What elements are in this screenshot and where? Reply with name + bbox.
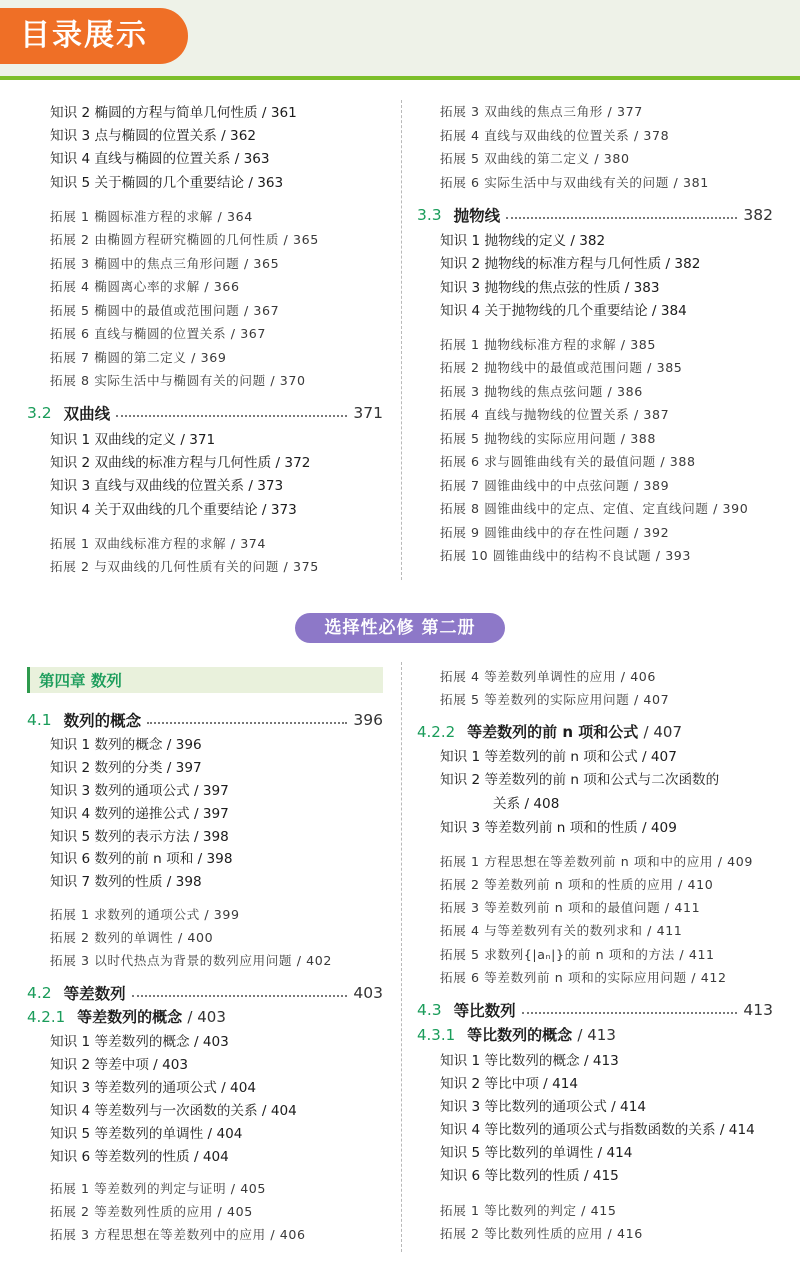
toc-entry[interactable]: 知识 2 椭圆的方程与简单几何性质 / 361 xyxy=(50,105,297,121)
toc-entry[interactable]: 知识 3 点与椭圆的位置关系 / 362 xyxy=(50,128,256,144)
section-page: 396 xyxy=(353,711,383,729)
toc-entry[interactable]: 知识 1 等差数列的概念 / 403 xyxy=(50,1034,229,1050)
toc-entry[interactable]: 知识 3 数列的通项公式 / 397 xyxy=(50,783,229,799)
toc-entry[interactable]: 拓展 5 等差数列的实际应用问题 / 407 xyxy=(440,692,670,707)
toc-entry[interactable]: 知识 1 双曲线的定义 / 371 xyxy=(50,432,216,448)
toc-entry[interactable]: 拓展 5 抛物线的实际应用问题 / 388 xyxy=(440,431,657,446)
subsection-page: / 407 xyxy=(643,723,682,741)
section-number: 3.3 xyxy=(417,206,442,224)
toc-entry[interactable]: 知识 6 等差数列的性质 / 404 xyxy=(50,1149,229,1165)
toc-entry[interactable]: 知识 4 关于双曲线的几个重要结论 / 373 xyxy=(50,502,297,518)
toc-entry[interactable]: 拓展 3 椭圆中的焦点三角形问题 / 365 xyxy=(50,256,280,271)
section-title: 等比数列 xyxy=(453,1002,516,1020)
toc-entry[interactable]: 知识 2 数列的分类 / 397 xyxy=(50,760,202,776)
section-title: 双曲线 xyxy=(63,405,111,423)
toc-entry[interactable]: 知识 3 等比数列的通项公式 / 414 xyxy=(440,1099,646,1115)
toc-entry[interactable]: 知识 2 等差中项 / 403 xyxy=(50,1057,189,1073)
leader-dots xyxy=(522,1012,738,1014)
toc-entry[interactable]: 拓展 1 等差数列的判定与证明 / 405 xyxy=(50,1181,267,1196)
section-page: 382 xyxy=(743,206,773,224)
toc-entry[interactable]: 拓展 2 等差数列性质的应用 / 405 xyxy=(50,1204,253,1219)
toc-entry[interactable]: 拓展 3 以时代热点为背景的数列应用问题 / 402 xyxy=(50,953,332,968)
section-number: 4.3 xyxy=(417,1001,442,1019)
toc-entry[interactable]: 知识 6 等比数列的性质 / 415 xyxy=(440,1168,619,1184)
toc-entry[interactable]: 知识 4 关于抛物线的几个重要结论 / 384 xyxy=(440,303,687,319)
section-number: 4.1 xyxy=(27,711,52,729)
section-heading-4-3[interactable] xyxy=(417,999,773,1021)
toc-entry[interactable]: 知识 3 抛物线的焦点弦的性质 / 383 xyxy=(440,280,660,296)
section-page: 403 xyxy=(353,984,383,1002)
toc-entry[interactable]: 知识 5 等比数列的单调性 / 414 xyxy=(440,1145,633,1161)
toc-entry[interactable]: 拓展 5 双曲线的第二定义 / 380 xyxy=(440,151,630,166)
toc-entry[interactable]: 知识 5 关于椭圆的几个重要结论 / 363 xyxy=(50,175,284,191)
toc-entry[interactable]: 知识 3 等差数列前 n 项和的性质 / 409 xyxy=(440,820,677,836)
toc-entry[interactable]: 知识 4 直线与椭圆的位置关系 / 363 xyxy=(50,151,270,167)
toc-entry[interactable]: 知识 4 等差数列与一次函数的关系 / 404 xyxy=(50,1103,297,1119)
toc-entry[interactable]: 知识 1 数列的概念 / 396 xyxy=(50,737,202,753)
toc-entry[interactable]: 拓展 4 与等差数列有关的数列求和 / 411 xyxy=(440,923,683,938)
toc-entry[interactable]: 拓展 8 圆锥曲线中的定点、定值、定直线问题 / 390 xyxy=(440,501,749,516)
toc-entry[interactable]: 拓展 4 直线与抛物线的位置关系 / 387 xyxy=(440,407,670,422)
toc-entry[interactable]: 知识 1 等差数列的前 n 项和公式 / 407 xyxy=(440,749,677,765)
toc-entry[interactable]: 知识 5 等差数列的单调性 / 404 xyxy=(50,1126,243,1142)
toc-entry[interactable]: 拓展 6 求与圆锥曲线有关的最值问题 / 388 xyxy=(440,454,696,469)
subsection-number: 4.2.1 xyxy=(27,1008,66,1026)
subsection-title: 等差数列的前 n 项和公式 xyxy=(467,723,639,741)
toc-entry[interactable]: 拓展 3 抛物线的焦点弦问题 / 386 xyxy=(440,384,643,399)
subsection-page: / 403 xyxy=(187,1008,226,1026)
section-number: 3.2 xyxy=(27,404,52,422)
toc-entry[interactable]: 拓展 1 等比数列的判定 / 415 xyxy=(440,1203,617,1218)
toc-entry[interactable]: 知识 2 等比中项 / 414 xyxy=(440,1076,579,1092)
toc-entry[interactable]: 知识 2 等差数列的前 n 项和公式与二次函数的 xyxy=(440,772,720,788)
toc-entry[interactable]: 拓展 6 直线与椭圆的位置关系 / 367 xyxy=(50,326,267,341)
section-page: 413 xyxy=(743,1001,773,1019)
chapter-title: 第四章 数列 xyxy=(39,672,122,690)
toc-entry[interactable]: 拓展 2 等比数列性质的应用 / 416 xyxy=(440,1226,643,1241)
toc-entry[interactable]: 拓展 2 数列的单调性 / 400 xyxy=(50,930,214,945)
toc-entry[interactable]: 知识 3 直线与双曲线的位置关系 / 373 xyxy=(50,478,284,494)
subsection-number: 4.2.2 xyxy=(417,723,456,741)
toc-entry[interactable]: 拓展 9 圆锥曲线中的存在性问题 / 392 xyxy=(440,525,670,540)
toc-entry[interactable]: 拓展 3 方程思想在等差数列中的应用 / 406 xyxy=(50,1227,306,1242)
toc-entry[interactable]: 拓展 6 等差数列前 n 项和的实际应用问题 / 412 xyxy=(440,970,727,985)
toc-entry-continuation[interactable]: 关系 / 408 xyxy=(493,796,560,812)
toc-entry[interactable]: 拓展 8 实际生活中与椭圆有关的问题 / 370 xyxy=(50,373,306,388)
toc-entry[interactable]: 拓展 7 圆锥曲线中的中点弦问题 / 389 xyxy=(440,478,670,493)
toc-entry[interactable]: 拓展 1 方程思想在等差数列前 n 项和中的应用 / 409 xyxy=(440,854,753,869)
toc-entry[interactable]: 拓展 1 双曲线标准方程的求解 / 374 xyxy=(50,536,267,551)
toc-entry[interactable]: 知识 5 数列的表示方法 / 398 xyxy=(50,829,229,845)
toc-entry[interactable]: 拓展 4 直线与双曲线的位置关系 / 378 xyxy=(440,128,670,143)
toc-entry[interactable]: 知识 2 抛物线的标准方程与几何性质 / 382 xyxy=(440,256,701,272)
section-number: 4.2 xyxy=(27,984,52,1002)
toc-entry[interactable]: 拓展 1 抛物线标准方程的求解 / 385 xyxy=(440,337,657,352)
toc-entry[interactable]: 知识 7 数列的性质 / 398 xyxy=(50,874,202,890)
toc-entry[interactable]: 知识 1 抛物线的定义 / 382 xyxy=(440,233,606,249)
toc-entry[interactable]: 拓展 10 圆锥曲线中的结构不良试题 / 393 xyxy=(440,548,692,563)
page-title: 目录展示 xyxy=(0,8,188,64)
volume-tab: 选择性必修 第二册 xyxy=(295,613,505,643)
toc-entry[interactable]: 拓展 2 等差数列前 n 项和的性质的应用 / 410 xyxy=(440,877,714,892)
toc-entry[interactable]: 拓展 4 椭圆离心率的求解 / 366 xyxy=(50,279,240,294)
section-title: 抛物线 xyxy=(453,207,501,225)
toc-entry[interactable]: 知识 4 等比数列的通项公式与指数函数的关系 / 414 xyxy=(440,1122,755,1138)
toc-entry[interactable]: 知识 4 数列的递推公式 / 397 xyxy=(50,806,229,822)
toc-entry[interactable]: 拓展 1 求数列的通项公式 / 399 xyxy=(50,907,240,922)
section-page: 371 xyxy=(353,404,383,422)
subsection-heading-4-2-2[interactable] xyxy=(417,721,682,742)
section-title: 等差数列 xyxy=(63,985,126,1003)
toc-entry[interactable]: 拓展 3 等差数列前 n 项和的最值问题 / 411 xyxy=(440,900,701,915)
subsection-title: 等差数列的概念 xyxy=(77,1008,183,1026)
toc-entry[interactable]: 拓展 7 椭圆的第二定义 / 369 xyxy=(50,350,227,365)
toc-entry[interactable]: 拓展 2 抛物线中的最值或范围问题 / 385 xyxy=(440,360,683,375)
toc-entry[interactable]: 拓展 2 由椭圆方程研究椭圆的几何性质 / 365 xyxy=(50,232,319,247)
toc-entry[interactable]: 拓展 3 双曲线的焦点三角形 / 377 xyxy=(440,104,643,119)
toc-entry[interactable]: 知识 1 等比数列的概念 / 413 xyxy=(440,1053,619,1069)
toc-entry[interactable]: 拓展 1 椭圆标准方程的求解 / 364 xyxy=(50,209,253,224)
toc-entry[interactable]: 知识 3 等差数列的通项公式 / 404 xyxy=(50,1080,256,1096)
subsection-number: 4.3.1 xyxy=(417,1026,456,1044)
toc-entry[interactable]: 拓展 5 求数列{|aₙ|}的前 n 项和的方法 / 411 xyxy=(440,947,715,962)
subsection-page: / 413 xyxy=(577,1026,616,1044)
toc-entry[interactable]: 知识 2 双曲线的标准方程与几何性质 / 372 xyxy=(50,455,311,471)
section-title: 数列的概念 xyxy=(63,712,142,730)
toc-entry[interactable]: 拓展 4 等差数列单调性的应用 / 406 xyxy=(440,669,657,684)
subsection-heading-4-3-1[interactable] xyxy=(417,1024,616,1045)
subsection-title: 等比数列的概念 xyxy=(467,1026,573,1044)
toc-entry[interactable]: 拓展 5 椭圆中的最值或范围问题 / 367 xyxy=(50,303,280,318)
toc-entry[interactable]: 拓展 2 与双曲线的几何性质有关的问题 / 375 xyxy=(50,559,319,574)
toc-entry[interactable]: 知识 6 数列的前 n 项和 / 398 xyxy=(50,851,233,867)
toc-entry[interactable]: 拓展 6 实际生活中与双曲线有关的问题 / 381 xyxy=(440,175,709,190)
